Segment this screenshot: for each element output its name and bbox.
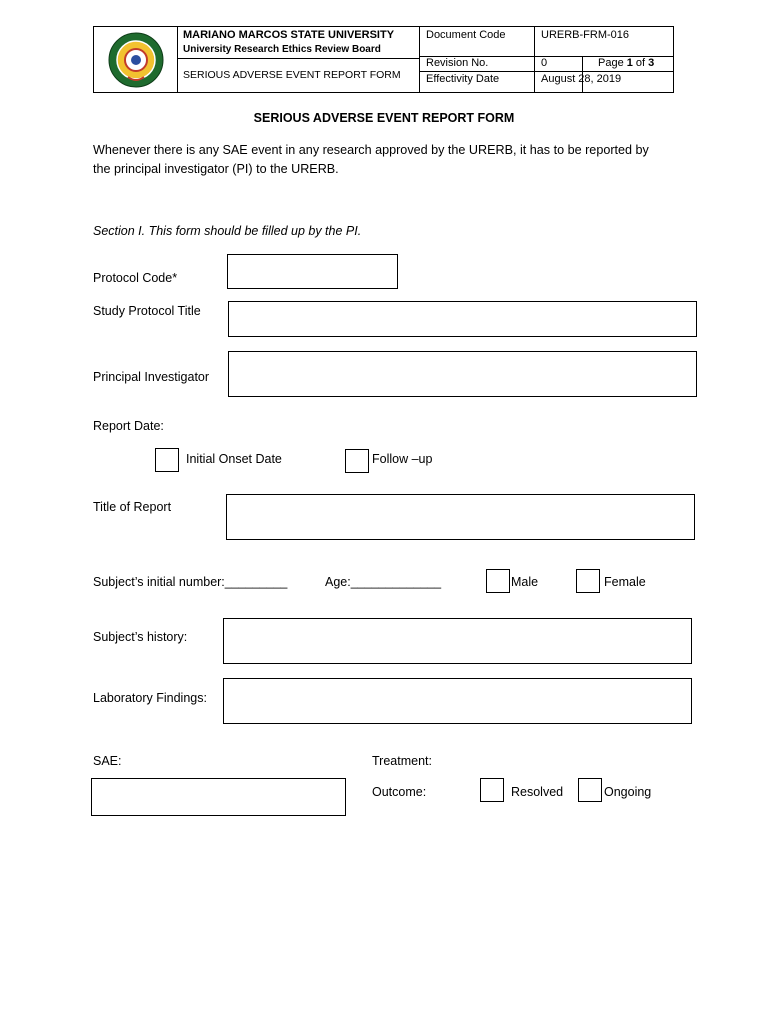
male-checkbox[interactable]	[486, 569, 510, 593]
female-label: Female	[604, 575, 646, 589]
resolved-label: Resolved	[511, 785, 564, 799]
revision-label: Revision No.	[426, 57, 489, 69]
resolved-checkbox[interactable]	[480, 778, 504, 802]
doc-code-value: URERB-FRM-016	[541, 29, 630, 41]
doc-code-label: Document Code	[426, 29, 506, 41]
pi-field[interactable]	[228, 351, 697, 397]
page-number: Page 1 of 3	[598, 57, 655, 69]
effectivity-label: Effectivity Date	[426, 73, 500, 85]
effectivity-value: August 28, 2019	[541, 73, 622, 85]
pi-label: Principal Investigator	[93, 370, 210, 384]
subject-history-field[interactable]	[223, 618, 692, 664]
lab-findings-field[interactable]	[223, 678, 692, 724]
university-logo	[98, 31, 174, 89]
form-title: SERIOUS ADVERSE EVENT REPORT FORM	[253, 111, 515, 125]
ongoing-label: Ongoing	[604, 785, 652, 799]
treatment-label: Treatment:	[372, 754, 432, 768]
study-title-field[interactable]	[228, 301, 697, 337]
university-name: MARIANO MARCOS STATE UNIVERSITY	[183, 29, 395, 41]
intro-text-line1: Whenever there is any SAE event in any research approved by the URERB, it has to be reported by	[93, 143, 649, 157]
section-heading: Section I. This form should be filled up by the PI.	[93, 224, 362, 238]
male-label: Male	[511, 575, 539, 589]
report-date-label: Report Date:	[93, 419, 164, 433]
subject-history-label: Subject’s history:	[93, 630, 188, 644]
female-checkbox[interactable]	[576, 569, 600, 593]
age-label: Age:_____________	[325, 575, 442, 589]
sae-label: SAE:	[93, 754, 122, 768]
sae-field[interactable]	[91, 778, 346, 816]
follow-up-checkbox[interactable]	[345, 449, 369, 473]
study-title-label: Study Protocol Title	[93, 304, 201, 318]
lab-findings-label: Laboratory Findings:	[93, 691, 207, 705]
initial-onset-label: Initial Onset Date	[186, 452, 282, 466]
outcome-label: Outcome:	[372, 785, 427, 799]
subject-initial-label: Subject’s initial number:_________	[93, 575, 288, 589]
follow-up-label: Follow –up	[372, 452, 433, 466]
protocol-code-label: Protocol Code*	[93, 271, 178, 285]
title-of-report-field[interactable]	[226, 494, 695, 540]
intro-text-line2: the principal investigator (PI) to the URERB.	[93, 162, 339, 176]
document-header-table	[93, 26, 674, 93]
board-name: University Research Ethics Review Board	[183, 44, 381, 55]
form-name: SERIOUS ADVERSE EVENT REPORT FORM	[183, 69, 401, 81]
revision-value: 0	[541, 57, 548, 69]
initial-onset-checkbox[interactable]	[155, 448, 179, 472]
ongoing-checkbox[interactable]	[578, 778, 602, 802]
title-of-report-label: Title of Report	[93, 500, 172, 514]
protocol-code-field[interactable]	[227, 254, 398, 289]
